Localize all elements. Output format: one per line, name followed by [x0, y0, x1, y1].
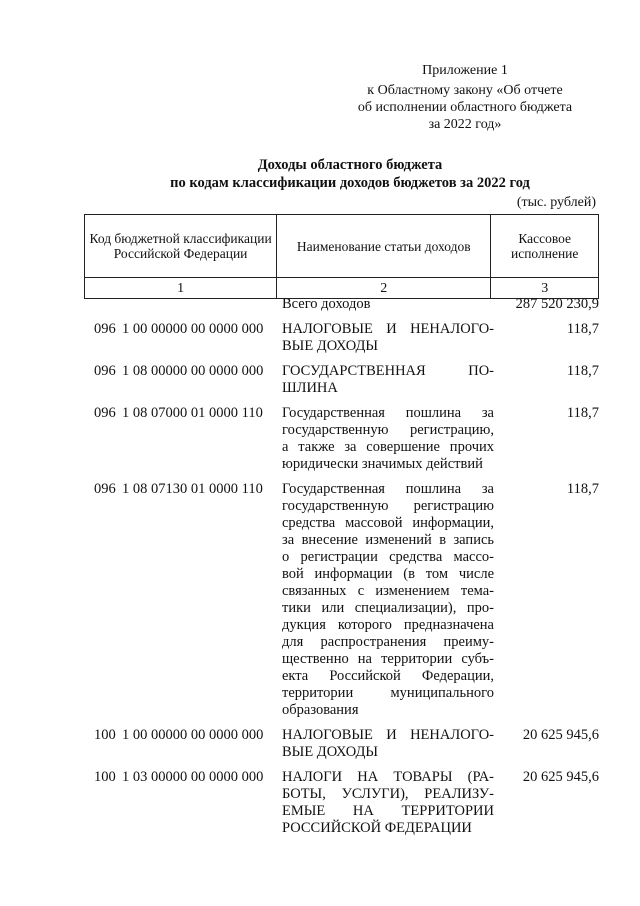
title-line: Доходы областного бюджета	[257, 157, 443, 173]
revenue-name-line: о регистрации средства массо-	[282, 549, 494, 565]
revenue-name-line: БОТЫ, УСЛУГИ), РЕАЛИЗУ-	[282, 786, 494, 802]
header-code: Код бюджетной классификации Российской Федерации	[85, 215, 277, 278]
col-number: 2	[277, 278, 491, 299]
admin-code: 100	[94, 727, 116, 743]
revenue-name-line: ШЛИНА	[282, 380, 338, 396]
admin-code: 100	[94, 769, 116, 785]
table-body	[84, 296, 599, 845]
revenue-amount: 118,7	[566, 481, 599, 497]
table-row	[84, 363, 599, 397]
revenue-name-line: щественно на территории субъ-	[282, 651, 494, 667]
revenue-name-line: образования	[282, 702, 359, 718]
revenue-name	[282, 405, 494, 473]
total-label: Всего доходов	[282, 296, 371, 312]
budget-code: 1 08 07130 01 0000 110	[122, 481, 263, 497]
total-row	[84, 296, 599, 313]
revenue-amount: 20 625 945,6	[522, 727, 599, 743]
revenue-name-line: связанных с изменением тема-	[282, 583, 494, 599]
revenue-name-line: за внесение изменений в запись	[282, 532, 494, 548]
revenue-name-line: ГОСУДАРСТВЕННАЯ ПО-	[282, 363, 494, 379]
revenue-name-line: екта Российской Федерации,	[282, 668, 494, 684]
table-row	[84, 769, 599, 837]
header-amount: Кассовое исполнение	[491, 215, 599, 278]
table-row	[84, 321, 599, 355]
revenue-name-line: ЕМЫЕ НА ТЕРРИТОРИИ	[282, 803, 494, 819]
admin-code: 096	[94, 321, 116, 337]
table-row	[84, 727, 599, 761]
revenue-name-line: тики или специализации), про-	[282, 600, 494, 616]
col-number: 1	[85, 278, 277, 299]
revenue-name-line: НАЛОГОВЫЕ И НЕНАЛОГО-	[282, 321, 494, 337]
col-number: 3	[491, 278, 599, 299]
document-title	[80, 156, 620, 192]
revenue-name-line: территории муниципального	[282, 685, 494, 701]
header-name: Наименование статьи доходов	[277, 215, 491, 278]
revenue-name-line: ВЫЕ ДОХОДЫ	[282, 338, 379, 354]
budget-code: 1 00 00000 00 0000 000	[122, 727, 264, 743]
appendix-line: об исполнении областного бюджета	[357, 100, 573, 115]
revenue-name-line: дукция которого предназначена	[282, 617, 494, 633]
revenue-name-line: для распространения преиму-	[282, 634, 494, 650]
revenue-name	[282, 481, 494, 719]
revenue-name-line: а также за совершение прочих	[282, 439, 494, 455]
budget-code: 1 08 00000 00 0000 000	[122, 363, 264, 379]
budget-code: 1 08 07000 01 0000 110	[122, 405, 263, 421]
appendix-line: к Областному закону «Об отчете	[367, 83, 563, 98]
admin-code: 096	[94, 481, 116, 497]
table-row	[84, 405, 599, 473]
appendix-block	[330, 62, 600, 133]
revenue-amount: 118,7	[566, 405, 599, 421]
appendix-number: Приложение 1	[422, 63, 508, 78]
revenue-name-line: вой информации (в том числе	[282, 566, 494, 582]
revenue-name	[282, 321, 494, 355]
units-label: (тыс. рублей)	[516, 195, 596, 210]
budget-code: 1 00 00000 00 0000 000	[122, 321, 264, 337]
total-amount: 287 520 230,9	[515, 296, 599, 312]
revenue-amount: 118,7	[566, 363, 599, 379]
revenue-name-line: государственную регистрацию	[282, 498, 494, 514]
title-line: по кодам классификации доходов бюджетов за 2022 год	[170, 175, 530, 191]
revenue-name	[282, 727, 494, 761]
table-header	[84, 214, 599, 299]
revenue-name-line: Государственная пошлина за	[282, 481, 494, 497]
revenue-amount: 118,7	[566, 321, 599, 337]
revenue-name-line: государственную регистрацию,	[282, 422, 494, 438]
admin-code: 096	[94, 405, 116, 421]
revenue-amount: 20 625 945,6	[522, 769, 599, 785]
revenue-name-line: средства массовой информации,	[282, 515, 494, 531]
revenue-name-line: НАЛОГИ НА ТОВАРЫ (РА-	[282, 769, 494, 785]
revenue-name-line: РОССИЙСКОЙ ФЕДЕРАЦИИ	[282, 820, 472, 836]
budget-code: 1 03 00000 00 0000 000	[122, 769, 264, 785]
revenue-name-line: НАЛОГОВЫЕ И НЕНАЛОГО-	[282, 727, 494, 743]
revenue-name-line: ВЫЕ ДОХОДЫ	[282, 744, 379, 760]
appendix-line: за 2022 год»	[428, 117, 502, 132]
admin-code: 096	[94, 363, 116, 379]
table-row	[84, 481, 599, 719]
revenue-name-line: Государственная пошлина за	[282, 405, 494, 421]
revenue-name	[282, 769, 494, 837]
revenue-name-line: юридически значимых действий	[282, 456, 483, 472]
revenue-name	[282, 363, 494, 397]
